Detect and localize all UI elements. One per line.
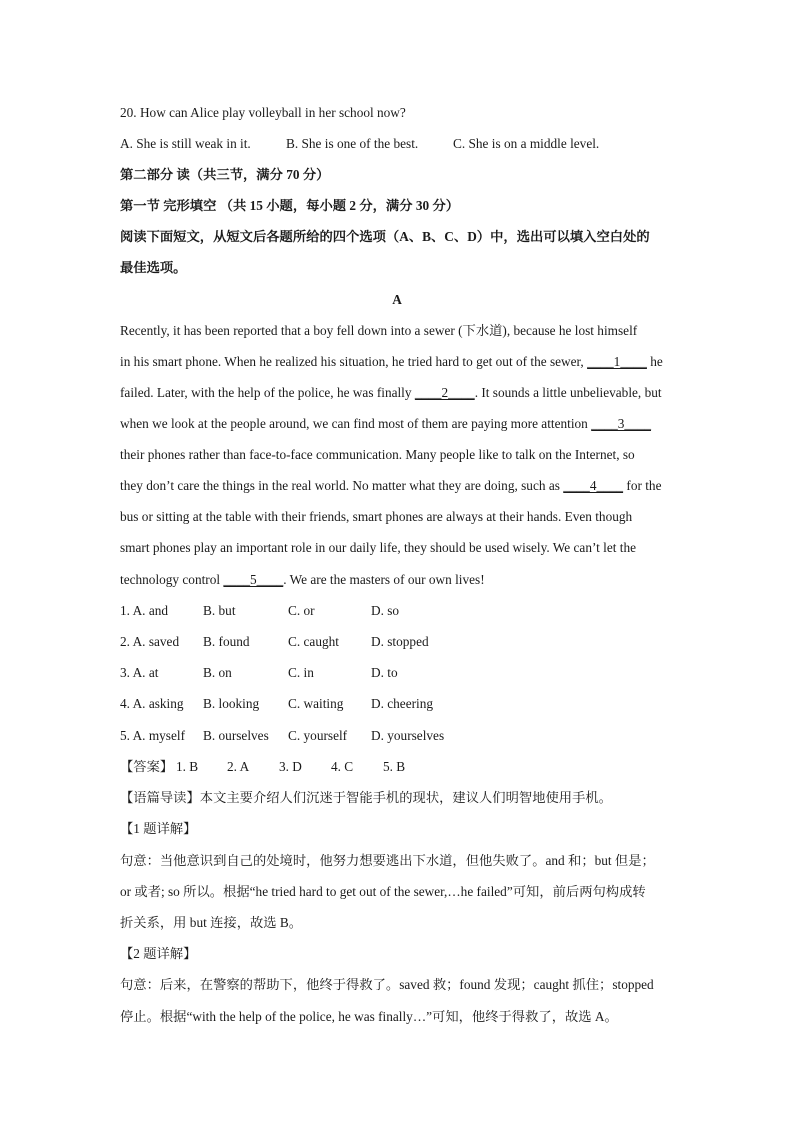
detail-2-line: 停止。根据“with the help of the police, he was finally…”可知，他终于得救了，故选 A。	[120, 1009, 618, 1024]
detail-1-title: 【1 题详解】	[120, 821, 197, 836]
passage-label: A	[392, 292, 402, 307]
passage-line: they don’t care the things in the real world. No matter what they are doing, such as ____4____ for the	[120, 478, 662, 493]
blank-2: ____2____	[414, 385, 475, 400]
option-b: B. but	[203, 603, 236, 618]
answer-label: 【答案】	[120, 759, 174, 774]
passage-line: Recently, it has been reported that a boy fell down into a sewer (下水道), because he lost himself	[120, 323, 638, 338]
option-c: C. or	[288, 603, 315, 618]
option-c: C. caught	[288, 634, 339, 649]
answer-item: 1. B	[176, 759, 199, 774]
part-title: 第二部分 读（共三节，满分 70 分）	[120, 167, 330, 182]
answer-item: 5. B	[383, 759, 406, 774]
passage-line: failed. Later, with the help of the police, he was finally ____2____. It sounds a little unbelievable, but	[120, 385, 662, 400]
passage-line: when we look at the people around, we can find most of them are paying more attention ____3____	[120, 416, 652, 431]
q20-question: 20. How can Alice play volleyball in her school now?	[120, 105, 406, 120]
option-a: 1. A. and	[120, 603, 169, 618]
option-b: B. on	[203, 665, 232, 680]
instruction-line-1: 阅读下面短文，从短文后各题所给的四个选项（A、B、C、D）中，选出可以填入空白处的	[120, 229, 650, 244]
option-d: D. yourselves	[371, 728, 445, 743]
passage-line: in his smart phone. When he realized his situation, he tried hard to get out of the sewer, ____1____ he	[120, 354, 663, 369]
blank-5: ____5____	[223, 572, 284, 587]
option-d: D. cheering	[371, 696, 434, 711]
passage-line: bus or sitting at the table with their friends, smart phones are always at their hands. Even though	[120, 509, 633, 524]
option-a: 4. A. asking	[120, 696, 184, 711]
option-a: 5. A. myself	[120, 728, 186, 743]
detail-1-line: 句意：当他意识到自己的处境时，他努力想要逃出下水道，但他失败了。and 和；but 但是；	[120, 853, 655, 868]
answer-item: 2. A	[227, 759, 250, 774]
option-b: B. ourselves	[203, 728, 269, 743]
option-c: C. in	[288, 665, 314, 680]
option-a: 3. A. at	[120, 665, 159, 680]
passage-line: smart phones play an important role in our daily life, they should be used wisely. We can’t let the	[120, 540, 637, 555]
blank-3: ____3____	[591, 416, 652, 431]
option-b: B. found	[203, 634, 250, 649]
q20-option-c: C. She is on a middle level.	[453, 136, 600, 151]
instruction-line-2: 最佳选项。	[120, 260, 187, 275]
blank-4: ____4____	[563, 478, 624, 493]
passage-guide: 【语篇导读】本文主要介绍人们沉迷于智能手机的现状，建议人们明智地使用手机。	[120, 790, 612, 805]
passage-line: technology control ____5____. We are the masters of our own lives!	[120, 572, 485, 587]
option-d: D. stopped	[371, 634, 429, 649]
detail-1-line: or 或者; so 所以。根据“he tried hard to get out of the sewer,…he failed”可知，前后两句构成转	[120, 884, 646, 899]
answer-item: 4. C	[331, 759, 354, 774]
detail-2-title: 【2 题详解】	[120, 946, 197, 961]
option-a: 2. A. saved	[120, 634, 180, 649]
detail-1-line: 折关系，用 but 连接，故选 B。	[120, 915, 303, 930]
option-c: C. waiting	[288, 696, 344, 711]
section-title: 第一节 完形填空 （共 15 小题，每小题 2 分，满分 30 分）	[120, 198, 460, 213]
blank-1: ____1____	[587, 354, 647, 369]
detail-2-line: 句意：后来，在警察的帮助下，他终于得救了。saved 救；found 发现；caught 抓住；stopped	[120, 977, 654, 992]
answer-item: 3. D	[279, 759, 302, 774]
passage-line: their phones rather than face-to-face communication. Many people like to talk on the Internet, so	[120, 447, 635, 462]
q20-option-b: B. She is one of the best.	[286, 136, 419, 151]
option-b: B. looking	[203, 696, 260, 711]
q20-option-a: A. She is still weak in it.	[120, 136, 251, 151]
option-d: D. to	[371, 665, 398, 680]
option-d: D. so	[371, 603, 400, 618]
option-c: C. yourself	[288, 728, 348, 743]
